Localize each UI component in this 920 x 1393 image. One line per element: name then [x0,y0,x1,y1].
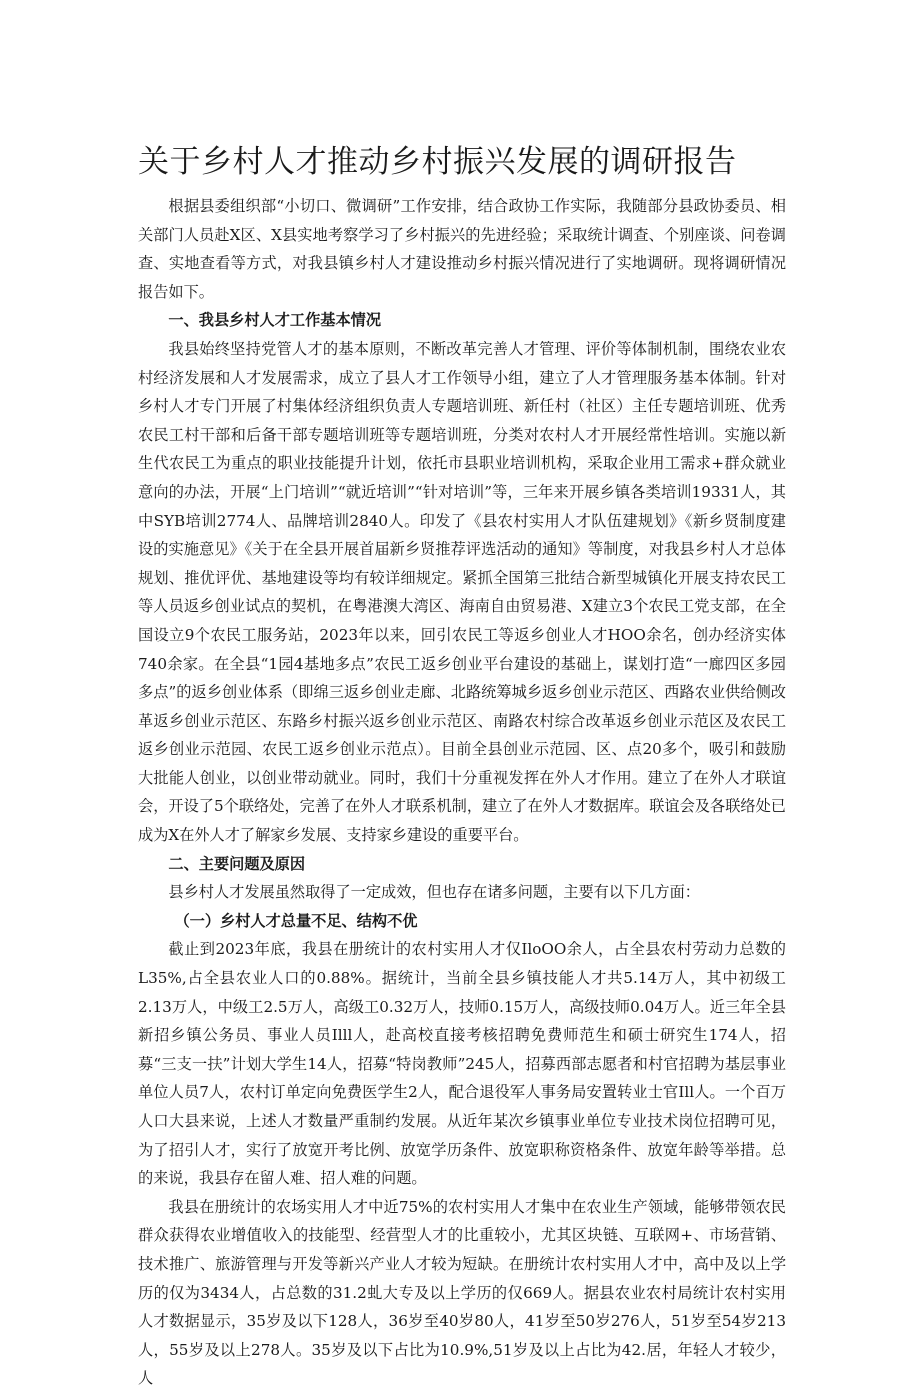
subsection-1-paragraph-2: 我县在册统计的农场实用人才中近75%的农村实用人才集中在农业生产领域，能够带领农民群众获得农业增值收入的技能型、经营型人才的比重较小，尤其区块链、互联网+、市场营销、技术推广、旅游管理与开发等新兴产业人才较为短缺。在册统计农村实用人才中，高中及以上学历的仅为3434人，占总数的31.2虬大专及以上学历的仅669人。据县农业农村局统计农村实用人才数据显示，35岁及以下128人，36岁至40岁80人，41岁至50岁276人，51岁至54岁213人，55岁及以上278人。35岁及以下占比为10.9%,51岁及以上占比为42.居，年轻人才较少，人 [138,1197,786,1388]
subsection-heading-1: （一）乡村人才总量不足、结构不优 [174,911,418,930]
subsection-1-paragraph-1: 截止到2023年底，我县在册统计的农村实用人才仅IloOO余人，占全县农村劳动力总数的L35%,占全县农业人口的0.88%。据统计，当前全县乡镇技能人才共5.14万人，其中初级工2.13万人，中级工2.5万人，高级工0.32万人，技师0.15万人，高级技师0.04万人。近三年全县新招乡镇公务员、事业人员Illl人，赴高校直接考核招聘免费师范生和硕士研究生174人，招募“三支一扶”计划大学生14人，招募“特岗教师”245人，招募西部志愿者和村官招聘为基层事业单位人员7人，农村订单定向免费医学生2人，配合退役军人事务局安置转业士官Ill人。一个百万人口大县来说，上述人才数量严重制约发展。从近年某次乡镇事业单位专业技术岗位招聘可见，为了招引人才，实行了放宽开考比例、放宽学历条件、放宽职称资格条件、放宽年龄等举措。总的来说，我县存在留人难、招人难的问题。 [138,940,786,1188]
document-title: 关于乡村人才推动乡村振兴发展的调研报告 [138,144,737,180]
section-2-intro-paragraph: 县乡村人才发展虽然取得了一定成效，但也存在诸多问题，主要有以下几方面： [168,883,700,902]
section-heading-2: 二、主要问题及原因 [168,854,306,873]
intro-paragraph: 根据县委组织部“小切口、微调研”工作安排，结合政协工作实际，我随部分县政协委员、相关部门人员赴X区、X县实地考察学习了乡村振兴的先进经验；采取统计调查、个别座谈、问卷调查、实地查看等方式，对我县镇乡村人才建设推动乡村振兴情况进行了实地调研。现将调研情况报告如下。 [138,197,786,301]
section-heading-1: 一、我县乡村人才工作基本情况 [168,311,382,330]
section-1-paragraph: 我县始终坚持党管人才的基本原则，不断改革完善人才管理、评价等体制机制，围绕农业农村经济发展和人才发展需求，成立了县人才工作领导小组，建立了人才管理服务基本体制。针对乡村人才专门开展了村集体经济组织负责人专题培训班、新任村（社区）主任专题培训班、优秀农民工村干部和后备干部专题培训班等专题培训班，分类对农村人才开展经常性培训。实施以新生代农民工为重点的职业技能提升计划，依托市县职业培训机构，采取企业用工需求+群众就业意向的办法，开展“上门培训”“就近培训”“针对培训”等，三年来开展乡镇各类培训19331人，其中SYB培训2774人、品牌培训2840人。印发了《县农村实用人才队伍建规划》《新乡贤制度建设的实施意见》《关于在全县开展首届新乡贤推荐评选活动的通知》等制度，对我县乡村人才总体规划、推优评优、基地建设等均有较详细规定。紧抓全国第三批结合新型城镇化开展支持农民工等人员返乡创业试点的契机，在粤港澳大湾区、海南自由贸易港、X建立3个农民工党支部，在全国设立9个农民工服务站，2023年以来，回引农民工等返乡创业人才HOO余名，创办经济实体740余家。在全县“1园4基地多点”农民工返乡创业平台建设的基础上，谋划打造“一廊四区多园多点”的返乡创业体系（即绵三返乡创业走廊、北路统筹城乡返乡创业示范区、西路农业供给侧改革返乡创业示范区、东路乡村振兴返乡创业示范区、南路农村综合改革返乡创业示范区及农民工返乡创业示范园、农民工返乡创业示范点）。目前全县创业示范园、区、点20多个，吸引和鼓励大批能人创业，以创业带动就业。同时，我们十分重视发挥在外人才作用。建立了在外人才联谊会，开设了5个联络处，完善了在外人才联系机制，建立了在外人才数据库。联谊会及各联络处已成为X在外人才了解家乡发展、支持家乡建设的重要平台。 [138,339,786,845]
document-body [138,192,786,1393]
